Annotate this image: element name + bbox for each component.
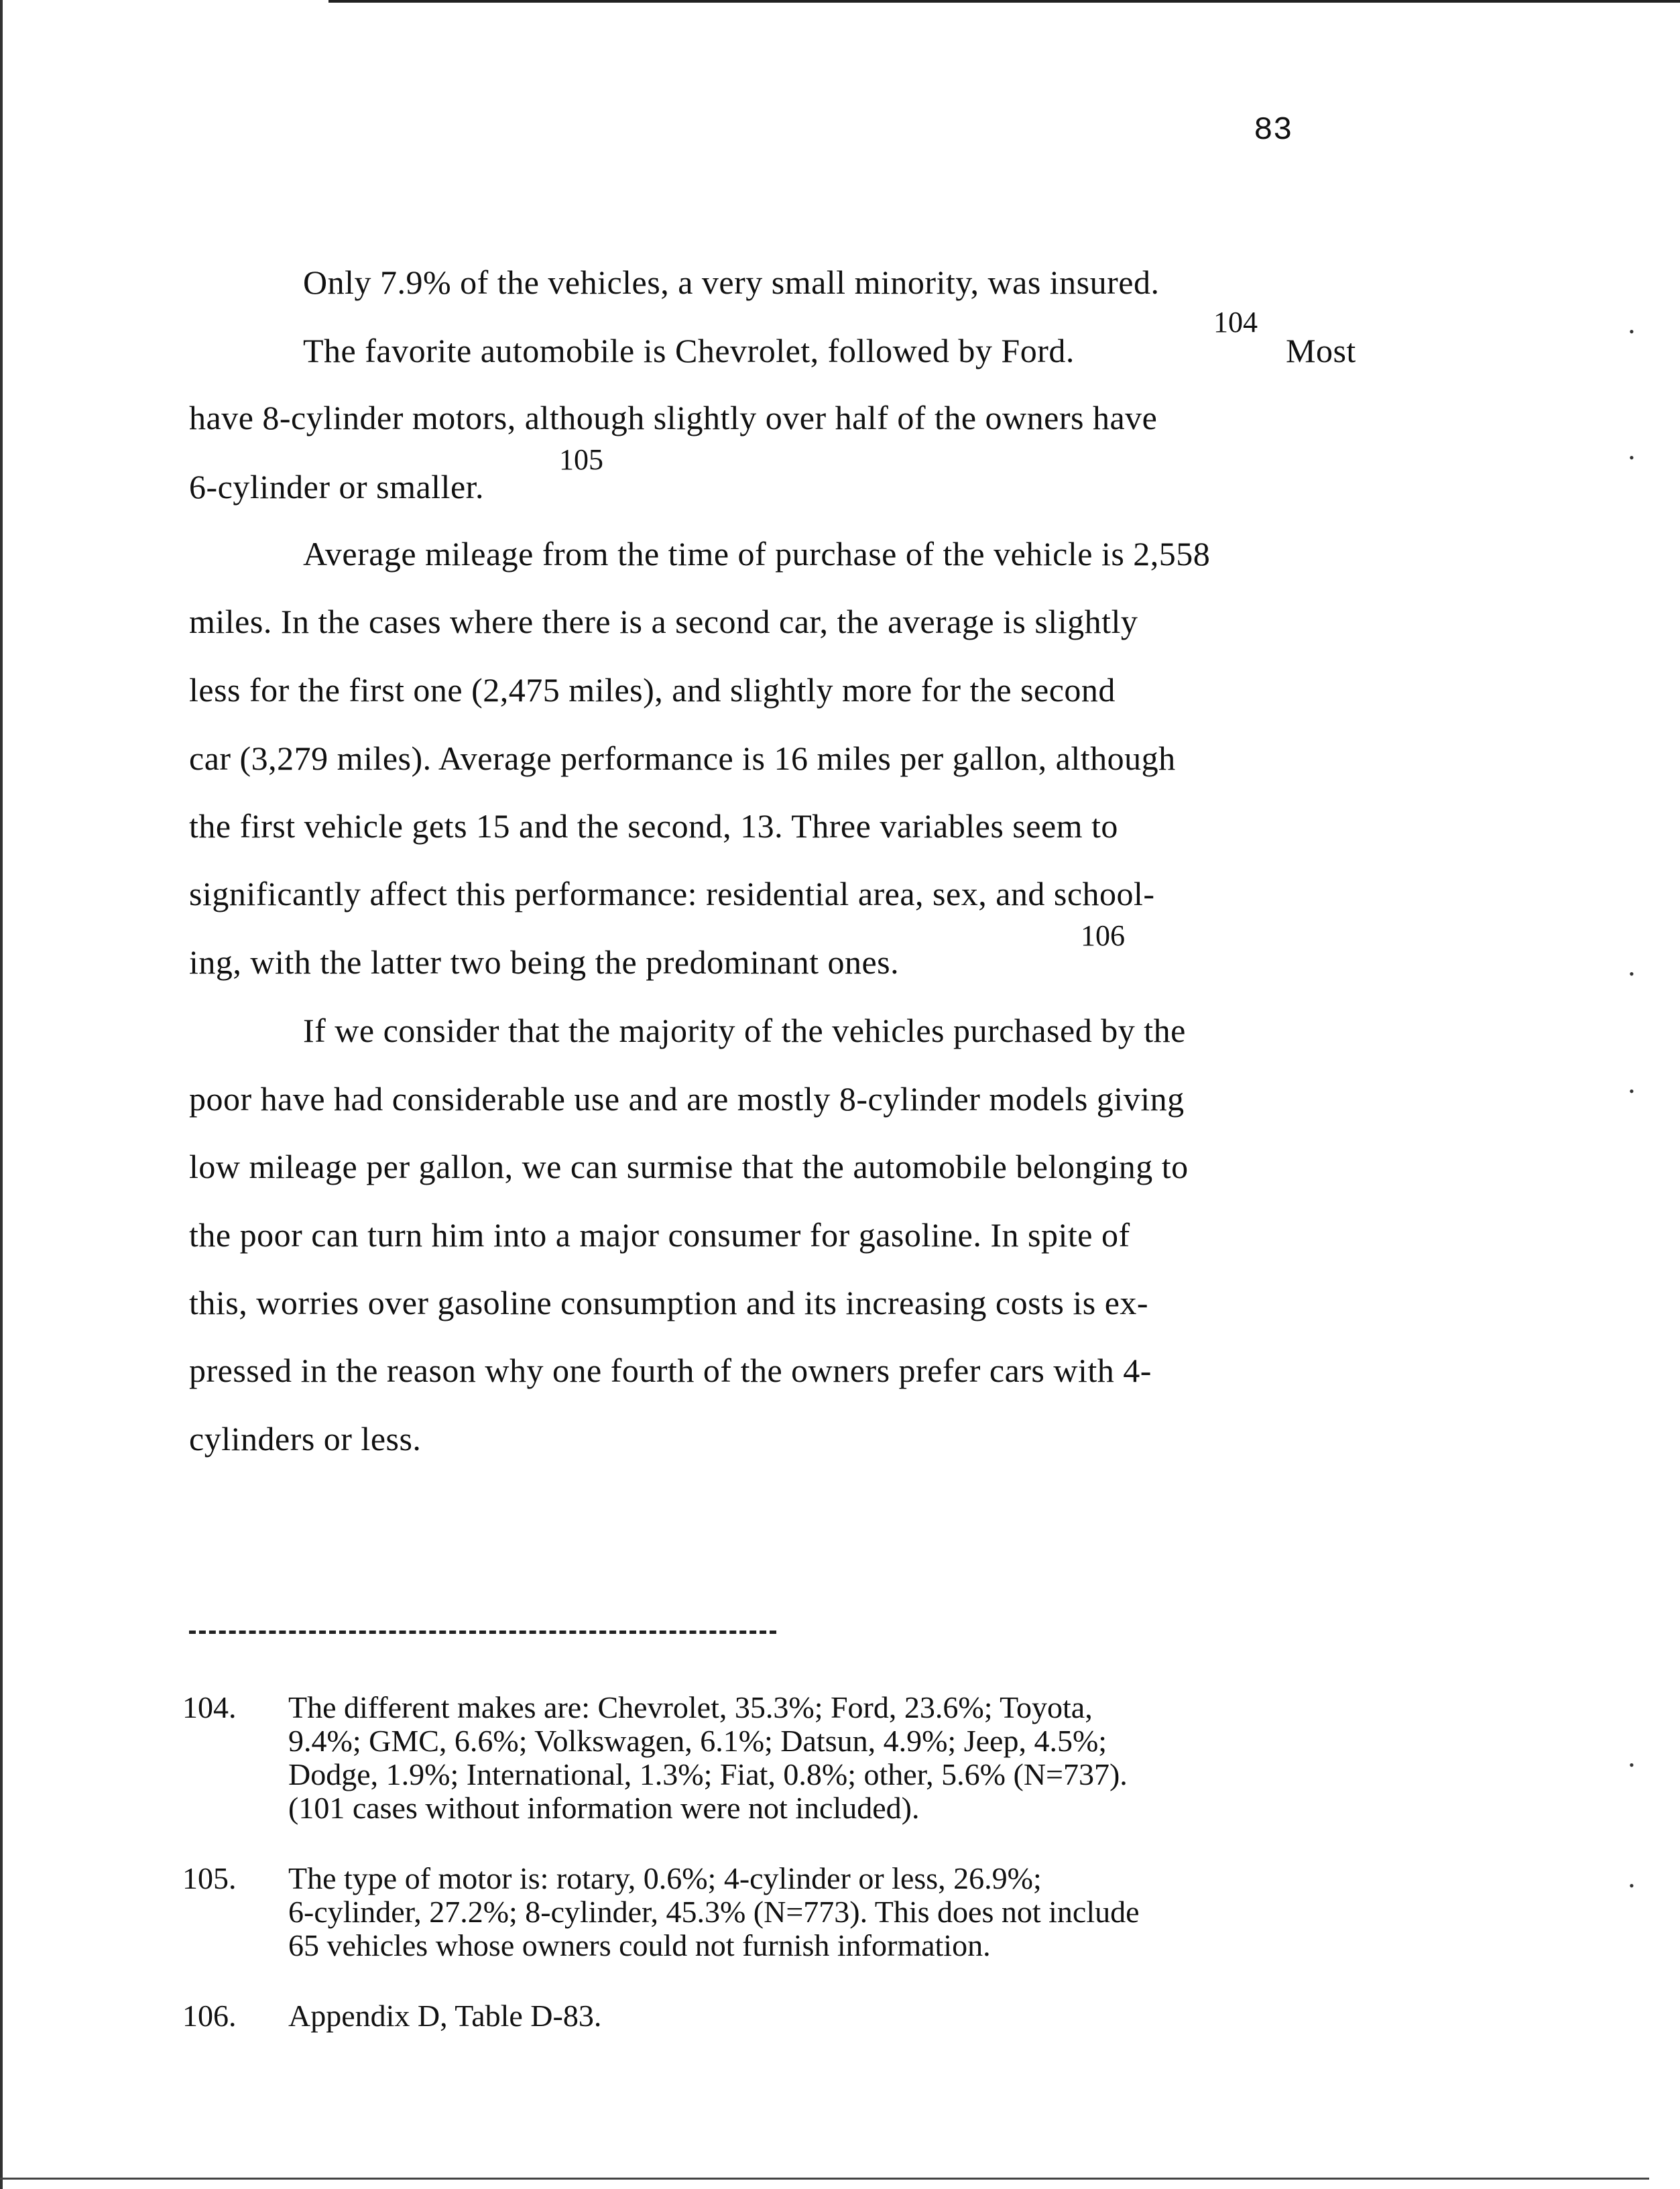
paragraph-2-line: The favorite automobile is Chevrolet, followed by Ford. [303, 332, 1075, 369]
footnote-104-line: 9.4%; GMC, 6.6%; Volkswagen, 6.1%; Datsun, 4.9%; Jeep, 4.5%; [288, 1724, 1107, 1758]
paragraph-2-line: have 8-cylinder motors, although slightly over half of the owners have [189, 399, 1158, 436]
footnote-104-line: Dodge, 1.9%; International, 1.3%; Fiat, 0.8%; other, 5.6% (N=737). [288, 1757, 1128, 1791]
footnote-105-line: The type of motor is: rotary, 0.6%; 4-cylinder or less, 26.9%; [288, 1861, 1042, 1895]
paragraph-3-line: significantly affect this performance: residential area, sex, and school- [189, 875, 1155, 912]
footnote-106-line: Appendix D, Table D-83. [288, 1999, 602, 2033]
scan-speck: • [1629, 1757, 1634, 1773]
paragraph-3-line: less for the first one (2,475 miles), and slightly more for the second [189, 671, 1116, 709]
footnote-104-marker: 104. [182, 1690, 237, 1724]
paragraph-2-line: 6-cylinder or smaller. [189, 468, 485, 506]
paragraph-4-line: cylinders or less. [189, 1420, 422, 1458]
paragraph-4-line: poor have had considerable use and are mostly 8-cylinder models giving [189, 1080, 1185, 1118]
footnote-105-marker: 105. [182, 1861, 237, 1895]
paragraph-3-line: Average mileage from the time of purchase of the vehicle is 2,558 [303, 535, 1211, 573]
paragraph-3-line: ing, with the latter two being the predominant ones. [189, 943, 900, 981]
paragraph-3-line: the first vehicle gets 15 and the second, 13. Three variables seem to [189, 807, 1118, 845]
scan-speck: • [1629, 449, 1634, 466]
paragraph-4-line: this, worries over gasoline consumption and its increasing costs is ex- [189, 1284, 1149, 1321]
scan-speck: • [1629, 1083, 1634, 1100]
paragraph-1-line: Only 7.9% of the vehicles, a very small minority, was insured. [303, 263, 1160, 301]
paragraph-4-line: If we consider that the majority of the vehicles purchased by the [303, 1012, 1186, 1049]
page-number: 83 [1254, 113, 1293, 149]
footnote-105-line: 6-cylinder, 27.2%; 8-cylinder, 45.3% (N=773). This does not include [288, 1895, 1140, 1929]
paragraph-4-line: the poor can turn him into a major consumer for gasoline. In spite of [189, 1216, 1130, 1254]
paragraph-3-line: miles. In the cases where there is a second car, the average is slightly [189, 603, 1138, 640]
footnote-104-line: (101 cases without information were not included). [288, 1791, 920, 1825]
scan-speck: • [1629, 1877, 1634, 1894]
paragraph-4-line: low mileage per gallon, we can surmise that the automobile belonging to [189, 1148, 1189, 1185]
footnote-105-line: 65 vehicles whose owners could not furnish information. [288, 1928, 991, 1962]
paragraph-4-line: pressed in the reason why one fourth of the owners prefer cars with 4- [189, 1352, 1152, 1389]
scan-edge-left [0, 0, 3, 2189]
scan-speck: • [1629, 323, 1634, 340]
footnote-104-line: The different makes are: Chevrolet, 35.3%; Ford, 23.6%; Toyota, [288, 1690, 1093, 1724]
paragraph-2-line: Most [1286, 332, 1356, 369]
footnote-separator [189, 1631, 776, 1634]
scan-speck: • [1629, 965, 1634, 982]
footnote-106-marker: 106. [182, 1999, 237, 2033]
paragraph-3-line: car (3,279 miles). Average performance is 16 miles per gallon, although [189, 739, 1176, 777]
scan-edge-top [328, 0, 1680, 3]
footnote-ref-105: 105 [559, 443, 603, 476]
footnote-ref-104: 104 [1213, 306, 1258, 339]
scan-edge-bottom [0, 2178, 1649, 2180]
footnote-ref-106: 106 [1081, 919, 1125, 952]
